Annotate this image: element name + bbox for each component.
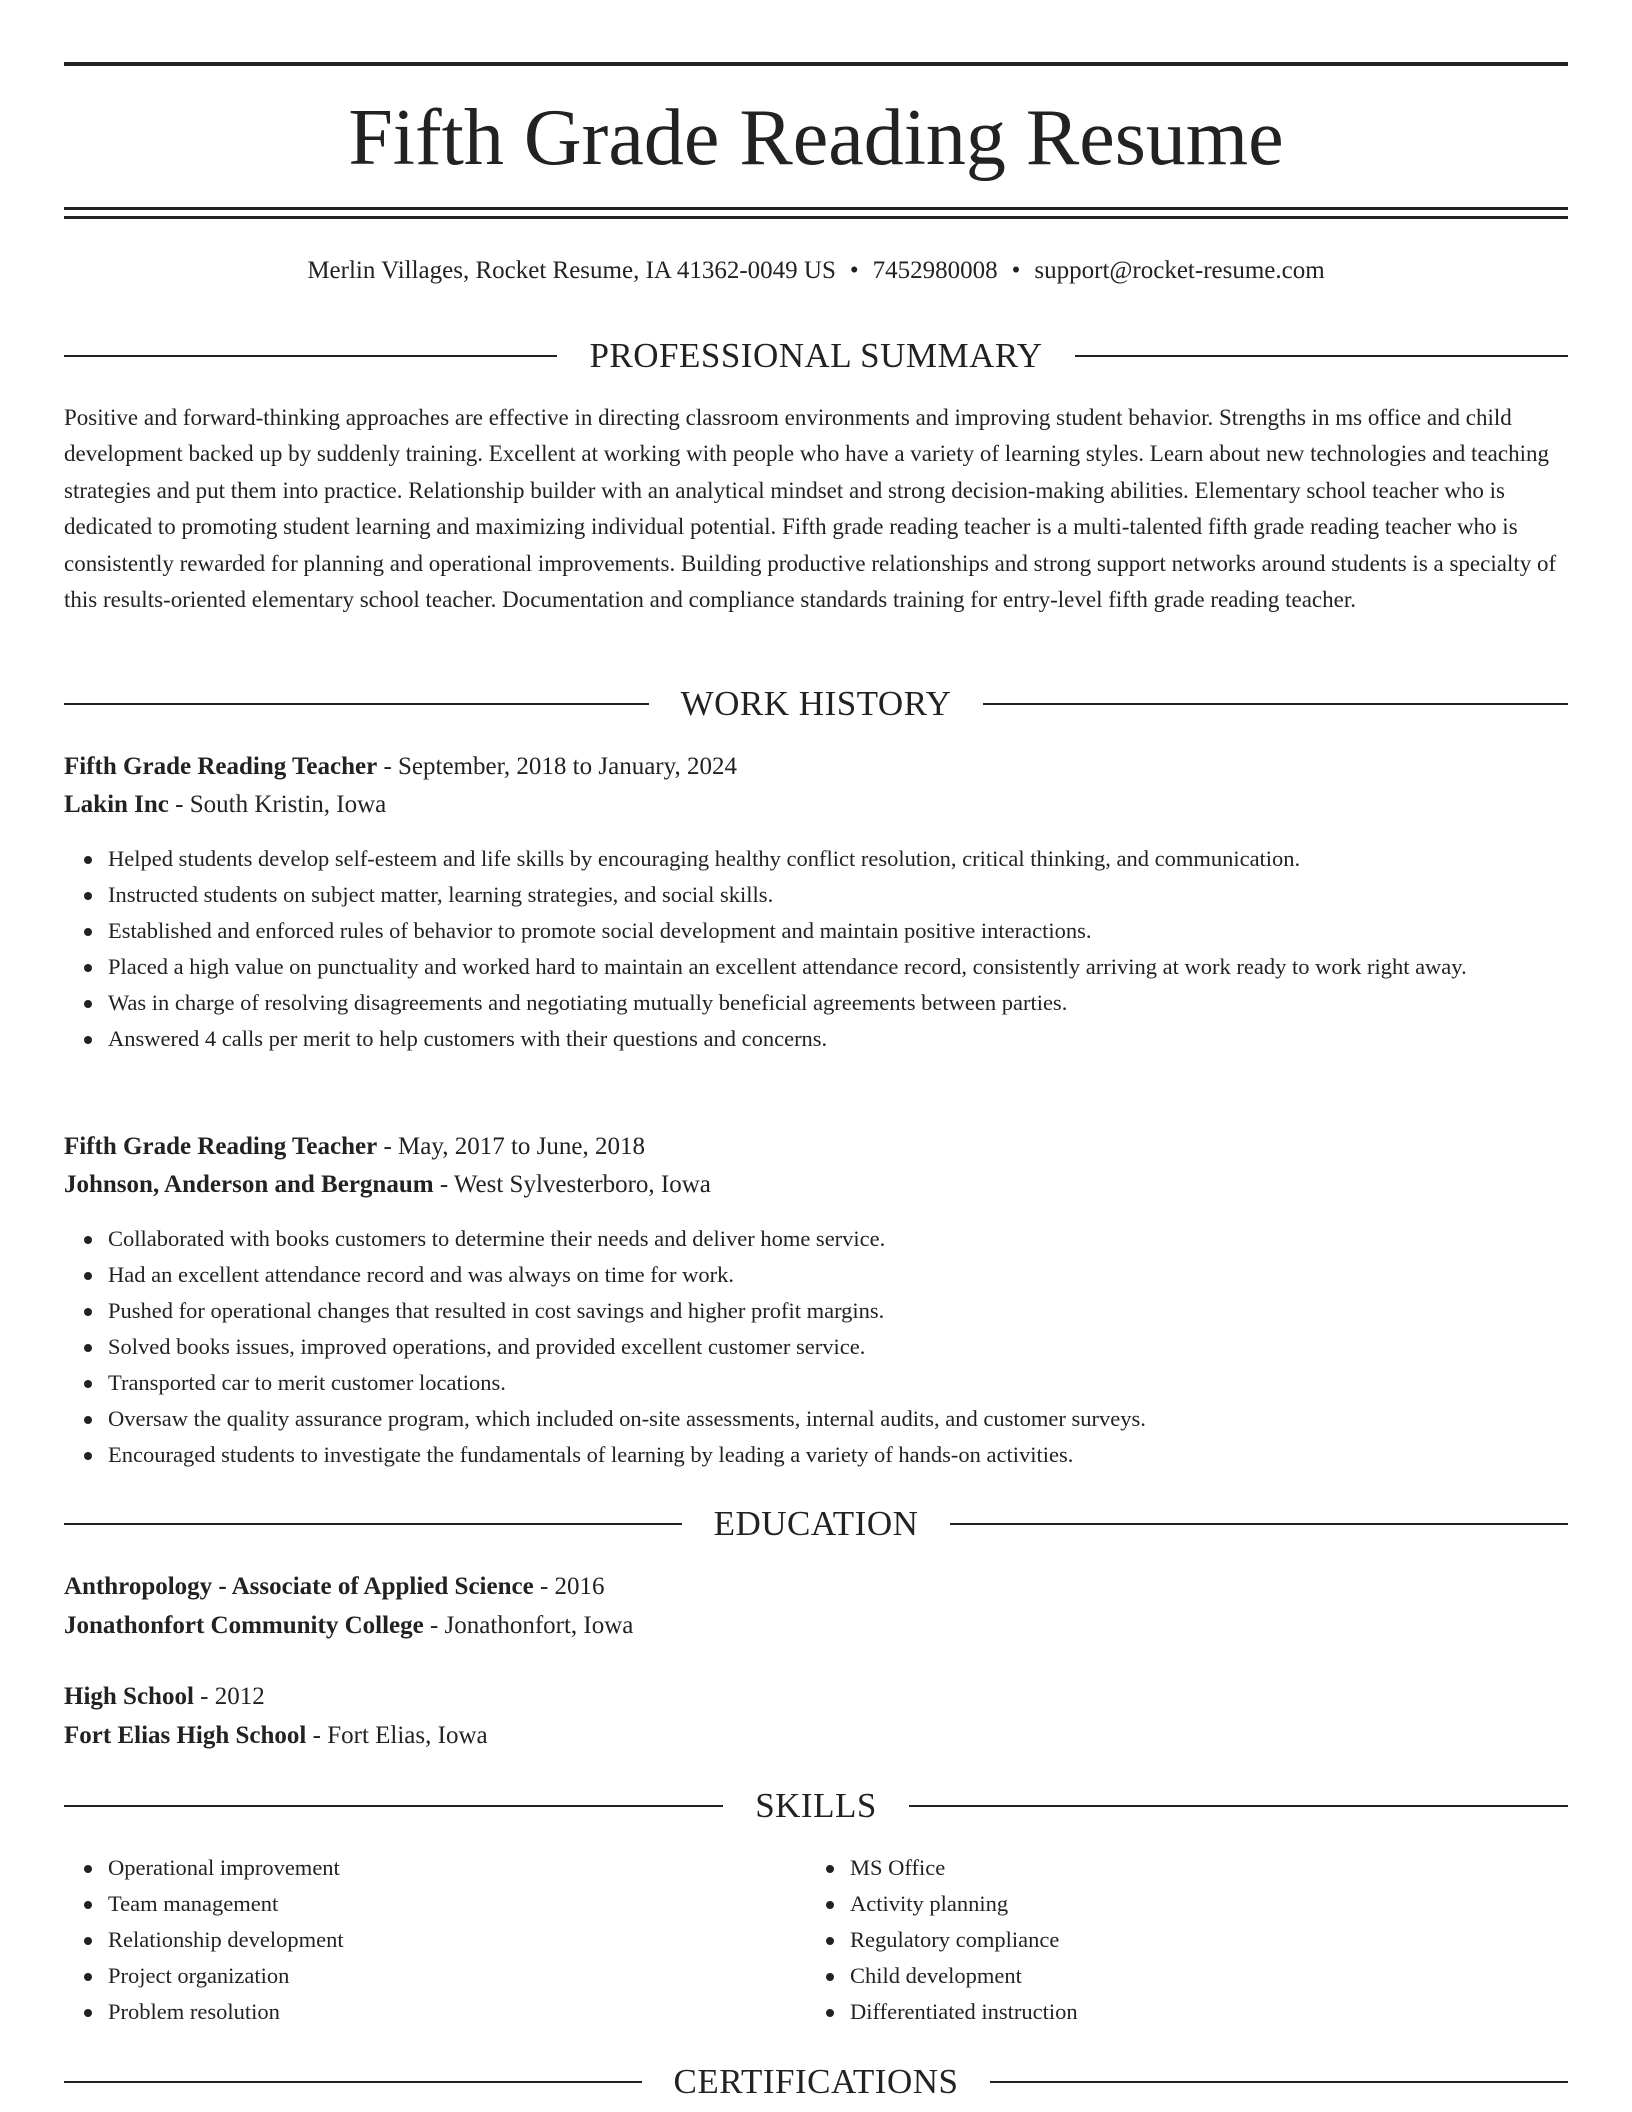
section-title: EDUCATION bbox=[713, 1504, 919, 1543]
education-year: - 2012 bbox=[193, 1683, 265, 1710]
contact-email[interactable]: support@rocket-resume.com bbox=[1034, 257, 1325, 284]
contact-line bbox=[64, 254, 1568, 288]
heading-rule bbox=[64, 1805, 723, 1807]
skill-item: Differentiated instruction bbox=[850, 1994, 1506, 2030]
list-item: Pushed for operational changes that resulted in cost savings and higher profit margins. bbox=[108, 1293, 1612, 1329]
section-title: WORK HISTORY bbox=[680, 684, 952, 723]
contact-address: Merlin Villages, Rocket Resume, IA 41362-0049 US bbox=[307, 257, 836, 284]
heading-rule bbox=[909, 1805, 1568, 1807]
section-heading-work bbox=[64, 682, 1568, 726]
heading-rule bbox=[983, 703, 1568, 705]
skill-item: Relationship development bbox=[108, 1922, 764, 1958]
education-school: Jonathonfort Community College bbox=[64, 1612, 424, 1639]
skill-item: Team management bbox=[108, 1886, 764, 1922]
job-location: - West Sylvesterboro, Iowa bbox=[433, 1171, 711, 1198]
contact-separator: • bbox=[849, 257, 859, 284]
skill-item: Operational improvement bbox=[108, 1850, 764, 1886]
list-item: Instructed students on subject matter, learning strategies, and social skills. bbox=[108, 877, 1612, 913]
education-degree: Anthropology - Associate of Applied Science bbox=[64, 1573, 534, 1600]
education-school-line bbox=[64, 1608, 1568, 1644]
list-item: Answered 4 calls per merit to help customers with their questions and concerns. bbox=[108, 1021, 1612, 1057]
education-degree-line bbox=[64, 1569, 1568, 1605]
list-item: Solved books issues, improved operations, and provided excellent customer service. bbox=[108, 1329, 1612, 1365]
job-company-line bbox=[64, 787, 1568, 823]
education-location: - Jonathonfort, Iowa bbox=[423, 1612, 634, 1639]
title-rule-bottom bbox=[64, 216, 1568, 219]
section-title: SKILLS bbox=[755, 1786, 877, 1825]
section-title: CERTIFICATIONS bbox=[673, 2062, 959, 2101]
section-heading-skills bbox=[64, 1784, 1568, 1828]
title-rule-top bbox=[64, 62, 1568, 66]
heading-rule bbox=[990, 2081, 1568, 2083]
section-heading-education bbox=[64, 1502, 1568, 1546]
heading-rule bbox=[1075, 355, 1568, 357]
contact-separator: • bbox=[1011, 257, 1021, 284]
section-heading-summary bbox=[64, 334, 1568, 378]
job-title-line bbox=[64, 749, 1568, 785]
heading-rule bbox=[64, 2081, 642, 2083]
education-school-line bbox=[64, 1718, 1568, 1754]
skill-item: Problem resolution bbox=[108, 1994, 764, 2030]
job-dates: - May, 2017 to June, 2018 bbox=[377, 1133, 645, 1160]
skills-list bbox=[806, 1850, 1506, 2030]
job-dates: - September, 2018 to January, 2024 bbox=[377, 753, 737, 780]
job-company-line bbox=[64, 1167, 1568, 1203]
contact-phone: 7452980008 bbox=[872, 257, 998, 284]
skills-column-left bbox=[64, 1850, 764, 2030]
skill-item: Child development bbox=[850, 1958, 1506, 1994]
job-location: - South Kristin, Iowa bbox=[168, 791, 387, 818]
list-item: Was in charge of resolving disagreements and negotiating mutually beneficial agreements between parties. bbox=[108, 985, 1612, 1021]
list-item: Oversaw the quality assurance program, which included on-site assessments, internal audits, and customer surveys. bbox=[108, 1401, 1612, 1437]
education-school: Fort Elias High School bbox=[64, 1722, 307, 1749]
job-title-line bbox=[64, 1129, 1568, 1165]
skill-item: Activity planning bbox=[850, 1886, 1506, 1922]
job-bullets bbox=[64, 841, 1612, 1057]
skills-column-right bbox=[806, 1850, 1506, 2030]
education-year: - 2016 bbox=[533, 1573, 605, 1600]
skill-item: MS Office bbox=[850, 1850, 1506, 1886]
list-item: Had an excellent attendance record and was always on time for work. bbox=[108, 1257, 1612, 1293]
page-title: Fifth Grade Reading Resume bbox=[348, 94, 1284, 182]
list-item: Established and enforced rules of behavior to promote social development and maintain positive interactions. bbox=[108, 913, 1612, 949]
education-degree: High School bbox=[64, 1683, 194, 1710]
skills-list bbox=[64, 1850, 764, 2030]
list-item: Collaborated with books customers to determine their needs and deliver home service. bbox=[108, 1221, 1612, 1257]
heading-rule bbox=[64, 355, 557, 357]
heading-rule bbox=[64, 703, 649, 705]
heading-rule bbox=[64, 1523, 682, 1525]
job-company: Johnson, Anderson and Bergnaum bbox=[64, 1171, 434, 1198]
skill-item: Project organization bbox=[108, 1958, 764, 1994]
skill-item: Regulatory compliance bbox=[850, 1922, 1506, 1958]
job-title: Fifth Grade Reading Teacher bbox=[64, 753, 378, 780]
title-rule-bottom bbox=[64, 207, 1568, 210]
job-bullets bbox=[64, 1221, 1612, 1473]
list-item: Placed a high value on punctuality and worked hard to maintain an excellent attendance record, consistently arriving at work ready to work right away. bbox=[108, 949, 1612, 985]
list-item: Helped students develop self-esteem and life skills by encouraging healthy conflict resolution, critical thinking, and communication. bbox=[108, 841, 1612, 877]
list-item: Transported car to merit customer locations. bbox=[108, 1365, 1612, 1401]
section-heading-certifications bbox=[64, 2060, 1568, 2104]
section-title: PROFESSIONAL SUMMARY bbox=[589, 336, 1043, 375]
list-item: Encouraged students to investigate the fundamentals of learning by leading a variety of hands-on activities. bbox=[108, 1437, 1612, 1473]
heading-rule bbox=[950, 1523, 1568, 1525]
education-degree-line bbox=[64, 1679, 1568, 1715]
job-company: Lakin Inc bbox=[64, 791, 169, 818]
job-title: Fifth Grade Reading Teacher bbox=[64, 1133, 378, 1160]
education-location: - Fort Elias, Iowa bbox=[306, 1722, 488, 1749]
summary-paragraph: Positive and forward-thinking approaches are effective in directing classroom environments and improving student behavior. Strengths in ms office and child development backed up by suddenly training. Excellent at working with people who have a variety of learning styles. Learn about new technologies and teaching strategies and put them into practice. Relationship builder with an analytical mindset and strong decision-making abilities. Elementary school teacher who is dedicated to promoting student learning and maximizing individual potential. Fifth grade reading teacher is a multi-talented fifth grade reading teacher who is consistently rewarded for planning and operational improvements. Building productive relationships and strong support networks around students is a specialty of this results-oriented elementary school teacher. Documentation and compliance standards training for entry-level fifth grade reading teacher. bbox=[64, 405, 1557, 613]
